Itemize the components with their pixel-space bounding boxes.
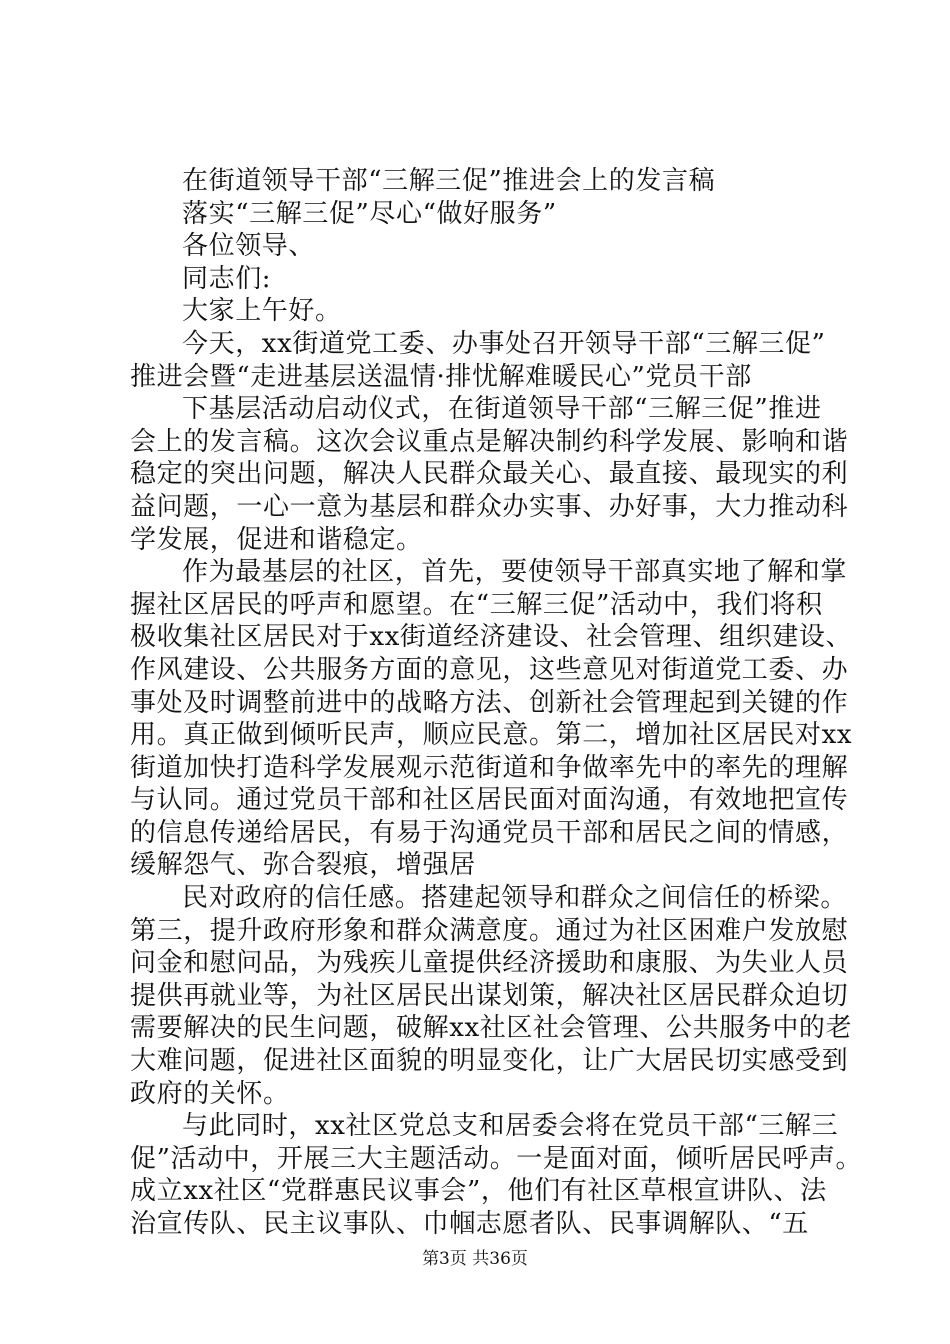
text-line: 与认同。通过党员干部和社区居民面对面沟通，有效地把宣传 (130, 785, 849, 816)
text-line: 街道加快打造科学发展观示范街道和争做率先中的率先的理解 (130, 752, 849, 783)
text-line: 治宣传队、民主议事队、巾帼志愿者队、民事调解队、“五 (130, 1209, 809, 1239)
text-line: 缓解怨气、弥合裂痕，增强居 (130, 850, 476, 881)
text-line: 学发展，促进和谐稳定。 (130, 524, 423, 555)
text-line: 益问题，一心一意为基层和群众办实事、办好事，大力推动科 (130, 491, 849, 522)
text-line: 极收集社区居民对于xx街道经济建设、社会管理、组织建设、 (130, 622, 853, 653)
text-line: 问金和慰问品，为残疾儿童提供经济援助和康服、为失业人员 (130, 948, 849, 979)
text-line: 大家上午好。 (182, 296, 342, 327)
page-footer: 第3页 共36页 (422, 1249, 528, 1269)
text-line: 用。真正做到倾听民声，顺应民意。第二，增加社区居民对xx (130, 720, 853, 751)
text-line: 在街道领导干部“三解三促”推进会上的发言稿 (182, 166, 716, 196)
text-line: 下基层活动启动仪式，在街道领导干部“三解三促”推进 (182, 394, 822, 425)
text-line: 需要解决的民生问题，破解xx社区社会管理、公共服务中的老 (130, 1013, 853, 1044)
text-line: 作为最基层的社区，首先，要使领导干部真实地了解和掌 (182, 557, 848, 588)
text-line: 促”活动中，开展三大主题活动。一是面对面，倾听居民呼声。 (130, 1143, 863, 1174)
text-line: 作风建设、公共服务方面的意见，这些意见对街道党工委、办 (130, 654, 849, 685)
text-line: 提供再就业等，为社区居民出谋划策，解决社区居民群众迫切 (130, 980, 849, 1011)
text-line: 推进会暨“走进基层送温情·排忧解难暖民心”党员干部 (130, 361, 752, 392)
text-line: 民对政府的信任感。搭建起领导和群众之间信任的桥梁。 (182, 883, 848, 914)
document-body (130, 165, 863, 1241)
text-line: 第三，提升政府形象和群众满意度。通过为社区困难户发放慰 (130, 915, 849, 946)
text-line: 落实“三解三促”尽心“做好服务” (182, 198, 557, 229)
text-line: 稳定的突出问题，解决人民群众最关心、最直接、最现实的利 (130, 459, 849, 490)
text-line: 大难问题，促进社区面貌的明显变化，让广大居民切实感受到 (130, 1046, 849, 1077)
text-line: 与此同时，xx社区党总支和居委会将在党员干部“三解三 (182, 1111, 839, 1142)
text-line: 同志们: (182, 263, 272, 294)
text-line: 会上的发言稿。这次会议重点是解决制约科学发展、影响和谐 (130, 426, 849, 457)
text-line: 各位领导、 (182, 231, 316, 262)
text-line: 的信息传递给居民，有易于沟通党员干部和居民之间的情感， (130, 817, 849, 848)
text-line: 事处及时调整前进中的战略方法、创新社会管理起到关键的作 (130, 687, 849, 718)
text-line: 今天，xx街道党工委、办事处召开领导干部“三解三促” (182, 328, 826, 359)
text-line: 成立xx社区“党群惠民议事会”，他们有社区草根宣讲队、法 (130, 1176, 827, 1207)
text-line: 政府的关怀。 (130, 1078, 290, 1109)
text-line: 握社区居民的呼声和愿望。在“三解三促”活动中，我们将积 (130, 589, 823, 620)
